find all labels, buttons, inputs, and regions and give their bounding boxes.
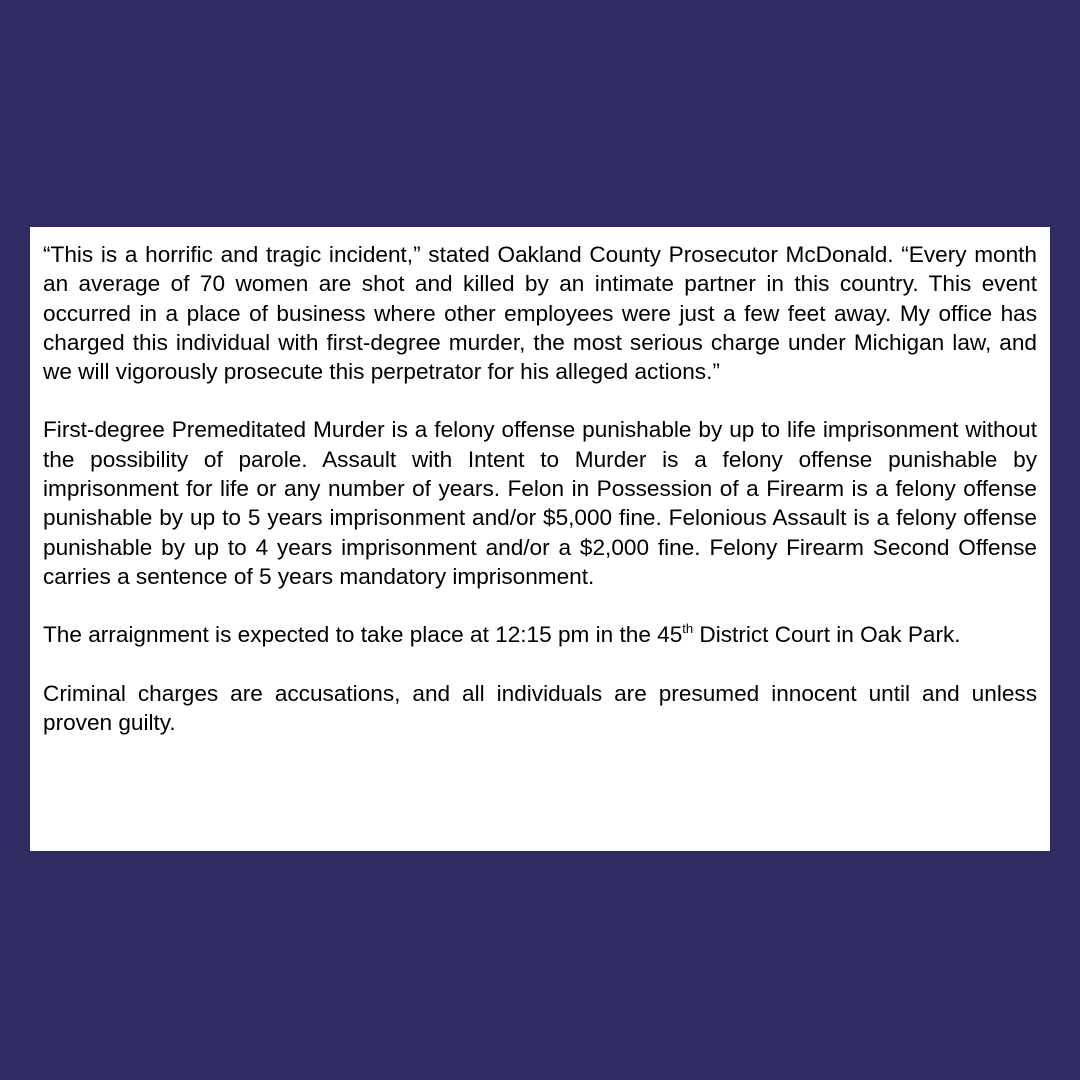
charges-paragraph: First-degree Premeditated Murder is a felony offense punishable by up to life imprisonment without the possibility of parole. Assault with Intent to Murder is a felony offense punishable by imprisonment for life or any number of years. Felon in Possession of a Firearm is a felony offense punishable by up to 5 years imprisonment and/or $5,000 fine. Felonious Assault is a felony offense punishable by up to 4 years imprisonment and/or a $2,000 fine. Felony Firearm Second Offense carries a sentence of 5 years mandatory imprisonment. <box>43 417 1037 589</box>
disclaimer-paragraph: Criminal charges are accusations, and all individuals are presumed innocent until and unless proven guilty. <box>43 680 1037 735</box>
prosecutor-quote-paragraph: “This is a horrific and tragic incident,” stated Oakland County Prosecutor McDonald. “Every month an average of 70 women are shot and killed by an intimate partner in this country. This event occurred in a place of business where other employees were just a few feet away. My office has charged this individual with first-degree murder, the most serious charge under Michigan law, and we will vigorously prosecute this perpetrator for his alleged actions.” <box>43 242 1037 385</box>
arraignment-paragraph <box>43 620 1037 649</box>
arraignment-text-before: The arraignment is expected to take place at 12:15 pm in the 45 <box>43 622 683 648</box>
arraignment-text-after: District Court in Oak Park. <box>693 622 961 648</box>
ordinal-superscript: th <box>682 621 694 637</box>
press-release-card <box>30 227 1050 851</box>
